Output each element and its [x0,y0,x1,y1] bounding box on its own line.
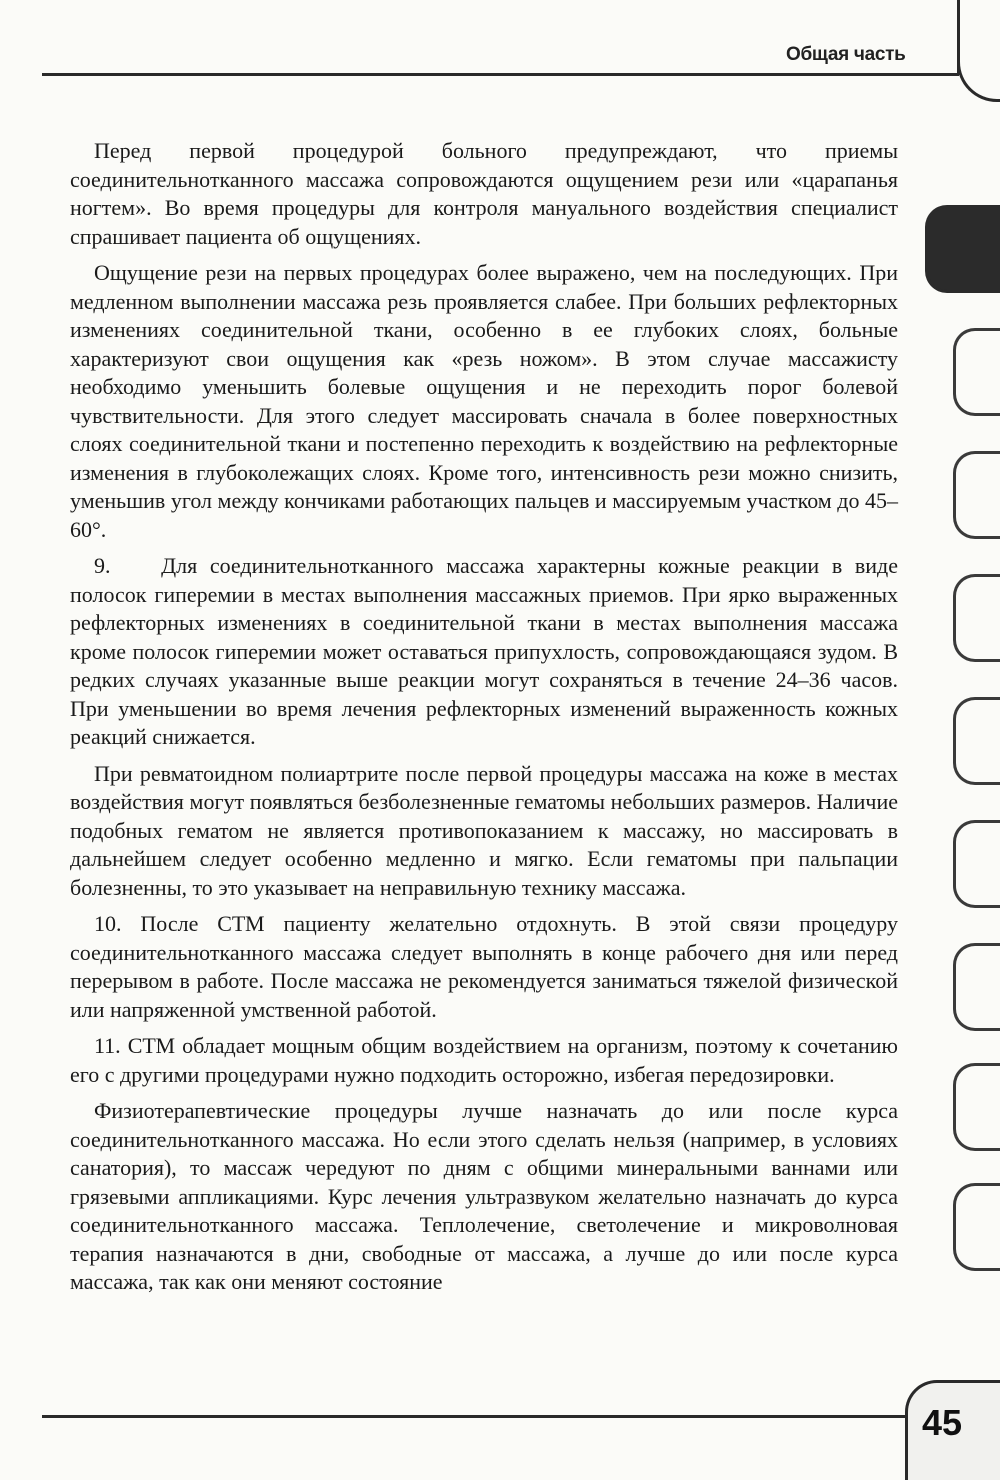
paragraph: Физиотерапевтические процедуры лучше назначать до или после курса соединительнотканного массажа. Но если этого сделать нельзя (например, в условиях санатория), то массаж чередуют по дням с общими минеральными ваннами или грязевыми аппликациями. Курс лечения ультразвуком желательно назначать до курса соединительнотканного массажа. Теплолечение, светолечение и микроволновая терапия назначаются в дни, свободные от массажа, а лучше до или после курса массажа, так как они меняют состояние [70,1098,898,1294]
thumb-tab [953,451,1000,539]
paragraph-item-10: 10. После СТМ пациенту желательно отдохнуть. В этой связи процедуру соединительнотканного массажа следует выполнять в конце рабочего дня или перед перерывом в работе. После массажа не рекомендуется заниматься тяжелой физической или напряженной умственной работой. [70,911,898,1022]
header-corner-curve [957,46,1000,102]
thumb-tab [953,943,1000,1031]
thumb-tab [953,328,1000,416]
paragraph: Перед первой процедурой больного предупреждают, что приемы соединительнотканного массажа сопровождаются ощущением рези или «царапанья ногтем». Во время процедуры для контроля мануального воздействия специалист спрашивает пациента об ощущениях. [70,138,898,249]
thumb-tab [953,1063,1000,1151]
body-text [70,137,904,1305]
paragraph-item-9: 9. Для соединительнотканного массажа характерны кожные реакции в виде полосок гиперемии в местах выполнения массажных приемов. При ярко выраженных рефлекторных изменениях в соединительной ткани в местах выполнения массажа кроме полосок гиперемии может оставаться припухлость, сопровождающаяся зудом. В редких случаях указанные выше реакции могут сохраняться в течение 24–36 часов. При уменьшении во время лечения рефлекторных изменений выраженность кожных реакций снижается. [70,553,904,749]
thumb-tab-active [925,205,1000,293]
paragraph-item-11: 11. СТМ обладает мощным общим воздействием на организм, поэтому к сочетанию его с другими процедурами нужно подходить осторожно, избегая передозировки. [70,1033,898,1087]
thumb-tab [953,1183,1000,1271]
paragraph: Ощущение рези на первых процедурах более выражено, чем на последующих. При медленном выполнении массажа резь проявляется слабее. При больших рефлекторных изменениях соединительной ткани, особенно в ее глубоких слоях, больные характеризуют свои ощущения как «резь ножом». В этом случае массажисту необходимо уменьшить болевые ощущения и не переходить порог болевой чувствительности. Для этого следует массировать сначала в более поверхностных слоях соединительной ткани и постепенно переходить к воздействию на рефлекторные изменения в глубоколежащих слоях. Кроме того, интенсивность рези можно снизить, уменьшив угол между кончиками работающих пальцев и массируемым участком до 45–60°. [70,260,898,542]
running-header: Общая часть [786,44,906,65]
header-rule [42,73,959,76]
thumb-tab [953,820,1000,908]
thumb-tab [953,574,1000,662]
footer-rule [42,1415,910,1418]
thumb-tab [953,697,1000,785]
page-number: 45 [922,1402,963,1443]
paragraph: При ревматоидном полиартрите после первой процедуры массажа на коже в местах воздействия могут появляться безболезненные гематомы небольших размеров. Наличие подобных гематом не является противопоказанием к массажу, но массировать в дальнейшем следует особенно медленно и мягко. Если гематомы при пальпации болезненны, то это указывает на неправильную технику массажа. [70,760,898,900]
